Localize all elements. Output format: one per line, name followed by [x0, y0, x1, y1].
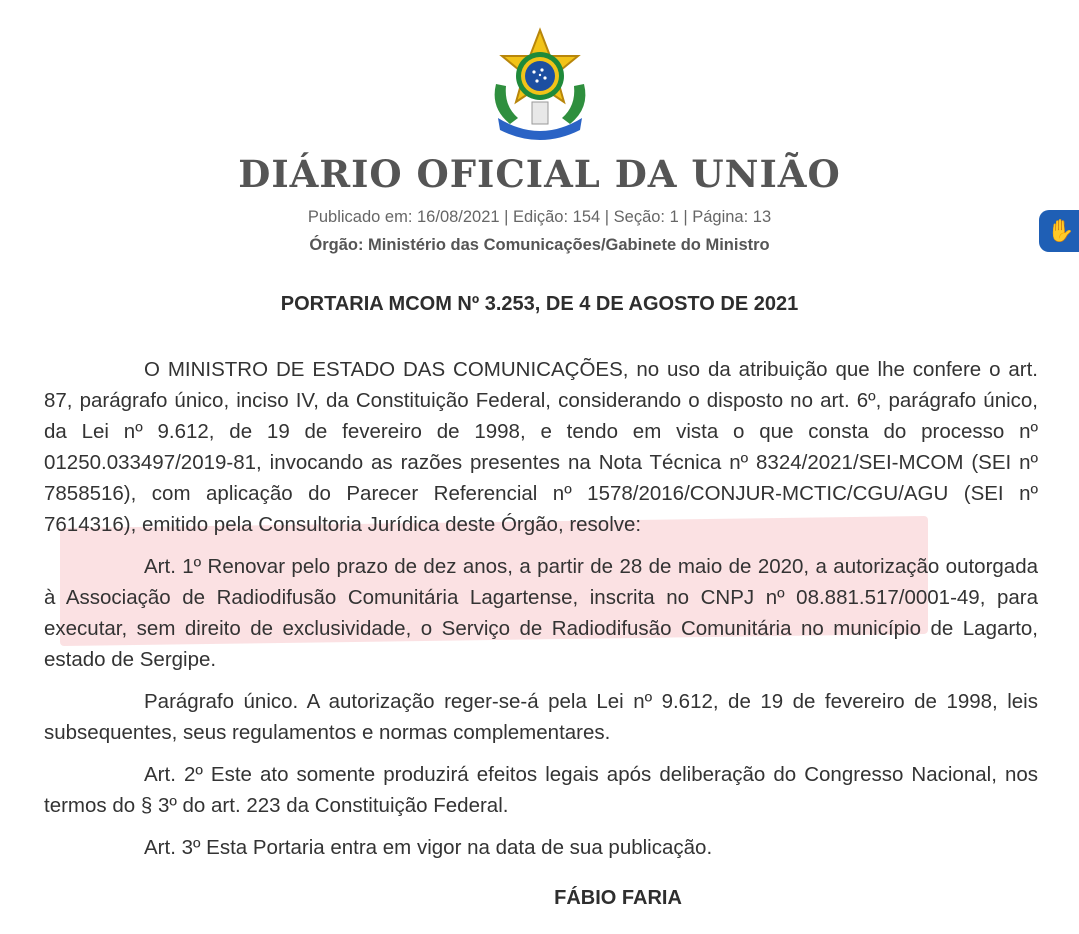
sole-paragraph: Parágrafo único. A autorização reger-se-á pela Lei nº 9.612, de 19 de fevereiro de 1998, leis subsequentes, seus regulamentos e normas complementares.	[44, 690, 1038, 744]
accessibility-button[interactable]	[1039, 210, 1079, 252]
document-body	[44, 354, 1038, 874]
publication-info: Publicado em: 16/08/2021 | Edição: 154 | Seção: 1 | Página: 13	[307, 208, 772, 226]
signature: FÁBIO FARIA	[554, 887, 682, 909]
article-3-paragraph: Art. 3º Esta Portaria entra em vigor na data de sua publicação.	[144, 836, 713, 859]
organ-label: Órgão:	[309, 236, 364, 254]
organ-value: Ministério das Comunicações/Gabinete do Ministro	[368, 236, 770, 254]
article-2-paragraph: Art. 2º Este ato somente produzirá efeitos legais após deliberação do Congresso Nacional, nos termos do § 3º do art. 223 da Constituição Federal.	[44, 763, 1038, 817]
article-1-paragraph: Art. 1º Renovar pelo prazo de dez anos, a partir de 28 de maio de 2020, a autorização outorgada à Associação de Radiodifusão Comunitária Lagartense, inscrita no CNPJ nº 08.881.517/0001-49, para executar, sem direito de exclusividade, o Serviço de Radiodifusão Comunitária no município de Lagarto, estado de Sergipe.	[44, 555, 1038, 671]
preamble-paragraph: O MINISTRO DE ESTADO DAS COMUNICAÇÕES, no uso da atribuição que lhe confere o art. 87, parágrafo único, inciso IV, da Constituição Federal, considerando o disposto no art. 6º, parágrafo único, da Lei nº 9.612, de 19 de fevereiro de 1998, e tendo em vista o que consta do processo nº 01250.033497/2019-81, invocando as razões presentes na Nota Técnica nº 8324/2021/SEI-MCOM (SEI nº 7858516), com aplicação do Parecer Referencial nº 1578/2016/CONJUR-MCTIC/CGU/AGU (SEI nº 7614316), emitido pela Consultoria Jurídica deste Órgão, resolve:	[44, 358, 1038, 536]
document-heading: PORTARIA MCOM Nº 3.253, DE 4 DE AGOSTO DE 2021	[280, 293, 799, 315]
brazil-coat-of-arms-icon	[484, 26, 596, 140]
organ-line	[0, 236, 1079, 255]
newspaper-title: DIÁRIO OFICIAL DA UNIÃO	[238, 152, 841, 196]
hand-sign-icon: ✋	[1047, 218, 1075, 243]
